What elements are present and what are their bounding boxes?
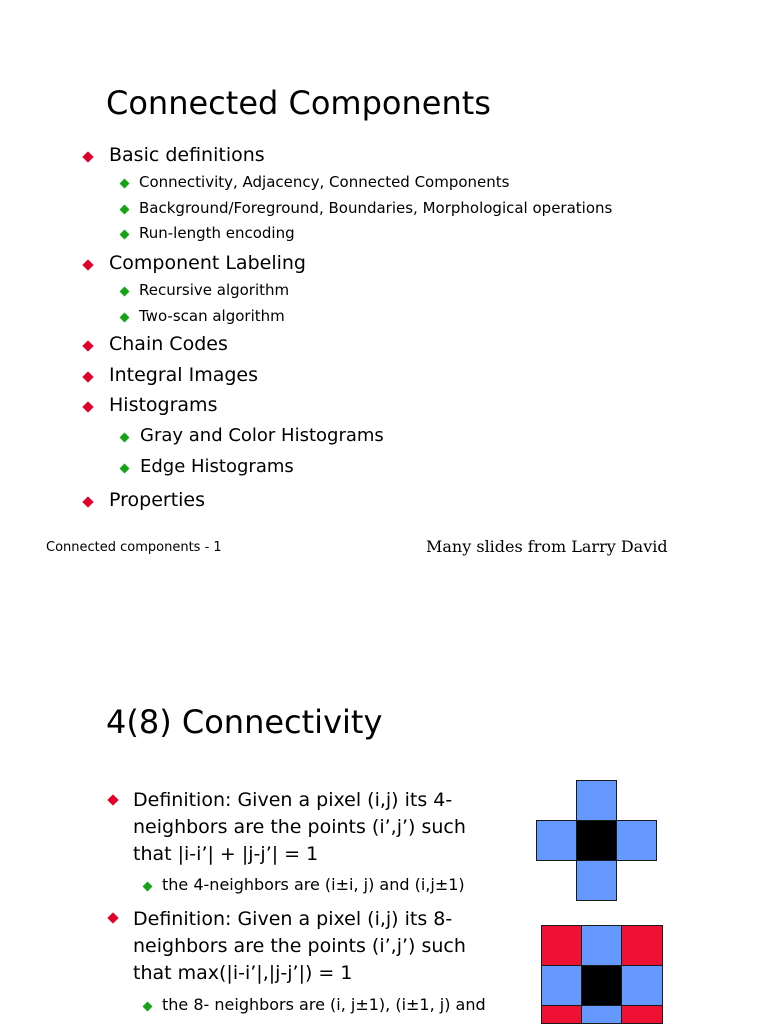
green-diamond-bullet-icon: [120, 205, 130, 215]
green-diamond-bullet-icon: [143, 1002, 153, 1012]
neighbor-cell-top: [576, 780, 617, 821]
def2-line: Definition: Given a pixel (i,j) its 8-: [133, 908, 453, 930]
def1-sub-bullet: the 4-neighbors are (i±i, j) and (i,j±1): [162, 875, 465, 894]
def2-sub-bullet: the 8- neighbors are (i, j±1), (i±1, j) and: [162, 995, 486, 1014]
red-diamond-bullet-icon: [107, 794, 118, 805]
bullet-integral-images: Integral Images: [109, 364, 259, 386]
red-diamond-bullet-icon: [82, 340, 93, 351]
diagonal-cell-bottom-right: [621, 1005, 663, 1024]
def2-line: neighbors are the points (i’,j’) such: [133, 935, 466, 957]
center-pixel-cell: [576, 820, 617, 861]
slide2-title: 4(8) Connectivity: [106, 703, 383, 741]
neighbor-cell-bottom: [581, 1005, 622, 1024]
definition-8-neighbors: [133, 906, 466, 987]
red-diamond-bullet-icon: [82, 496, 93, 507]
sub-bullet-two-scan: Two-scan algorithm: [139, 307, 285, 325]
slide1-footer-left: Connected components - 1: [46, 540, 222, 555]
sub-bullet-run-length: Run-length encoding: [139, 224, 295, 242]
red-diamond-bullet-icon: [82, 259, 93, 270]
bullet-chain-codes: Chain Codes: [109, 333, 228, 355]
sub-bullet-edge: Edge Histograms: [140, 456, 294, 477]
green-diamond-bullet-icon: [120, 313, 130, 323]
neighbor-cell-left: [536, 820, 577, 861]
neighbor-cell-right: [621, 965, 663, 1006]
def1-line: Definition: Given a pixel (i,j) its 4-: [133, 789, 453, 811]
sub-bullet-gray-color: Gray and Color Histograms: [140, 425, 384, 446]
slide1-footer-right: Many slides from Larry David: [426, 537, 668, 556]
green-diamond-bullet-icon: [143, 882, 153, 892]
green-diamond-bullet-icon: [120, 433, 130, 443]
bullet-histograms: Histograms: [109, 394, 218, 416]
diagonal-cell-top-right: [621, 925, 663, 966]
bullet-basic-definitions: Basic definitions: [109, 144, 265, 166]
red-diamond-bullet-icon: [82, 401, 93, 412]
neighbor-cell-left: [541, 965, 582, 1006]
green-diamond-bullet-icon: [120, 464, 130, 474]
red-diamond-bullet-icon: [107, 912, 118, 923]
sub-bullet-connectivity: Connectivity, Adjacency, Connected Components: [139, 173, 510, 191]
sub-bullet-background: Background/Foreground, Boundaries, Morphological operations: [139, 199, 613, 217]
neighbor-cell-right: [616, 820, 657, 861]
sub-bullet-recursive: Recursive algorithm: [139, 281, 290, 299]
def1-line: that |i-i’| + |j-j’| = 1: [133, 843, 319, 865]
bullet-component-labeling: Component Labeling: [109, 252, 306, 274]
diagonal-cell-bottom-left: [541, 1005, 582, 1024]
green-diamond-bullet-icon: [120, 230, 130, 240]
definition-4-neighbors: [133, 787, 466, 868]
bullet-properties: Properties: [109, 489, 206, 511]
slide1-title: Connected Components: [106, 84, 491, 122]
center-pixel-cell: [581, 965, 622, 1006]
def2-line: that max(|i-i’|,|j-j’|) = 1: [133, 962, 353, 984]
green-diamond-bullet-icon: [120, 179, 130, 189]
def1-line: neighbors are the points (i’,j’) such: [133, 816, 466, 838]
red-diamond-bullet-icon: [82, 371, 93, 382]
neighbor-cell-top: [581, 925, 622, 966]
green-diamond-bullet-icon: [120, 287, 130, 297]
neighbor-cell-bottom: [576, 860, 617, 901]
diagonal-cell-top-left: [541, 925, 582, 966]
red-diamond-bullet-icon: [82, 151, 93, 162]
